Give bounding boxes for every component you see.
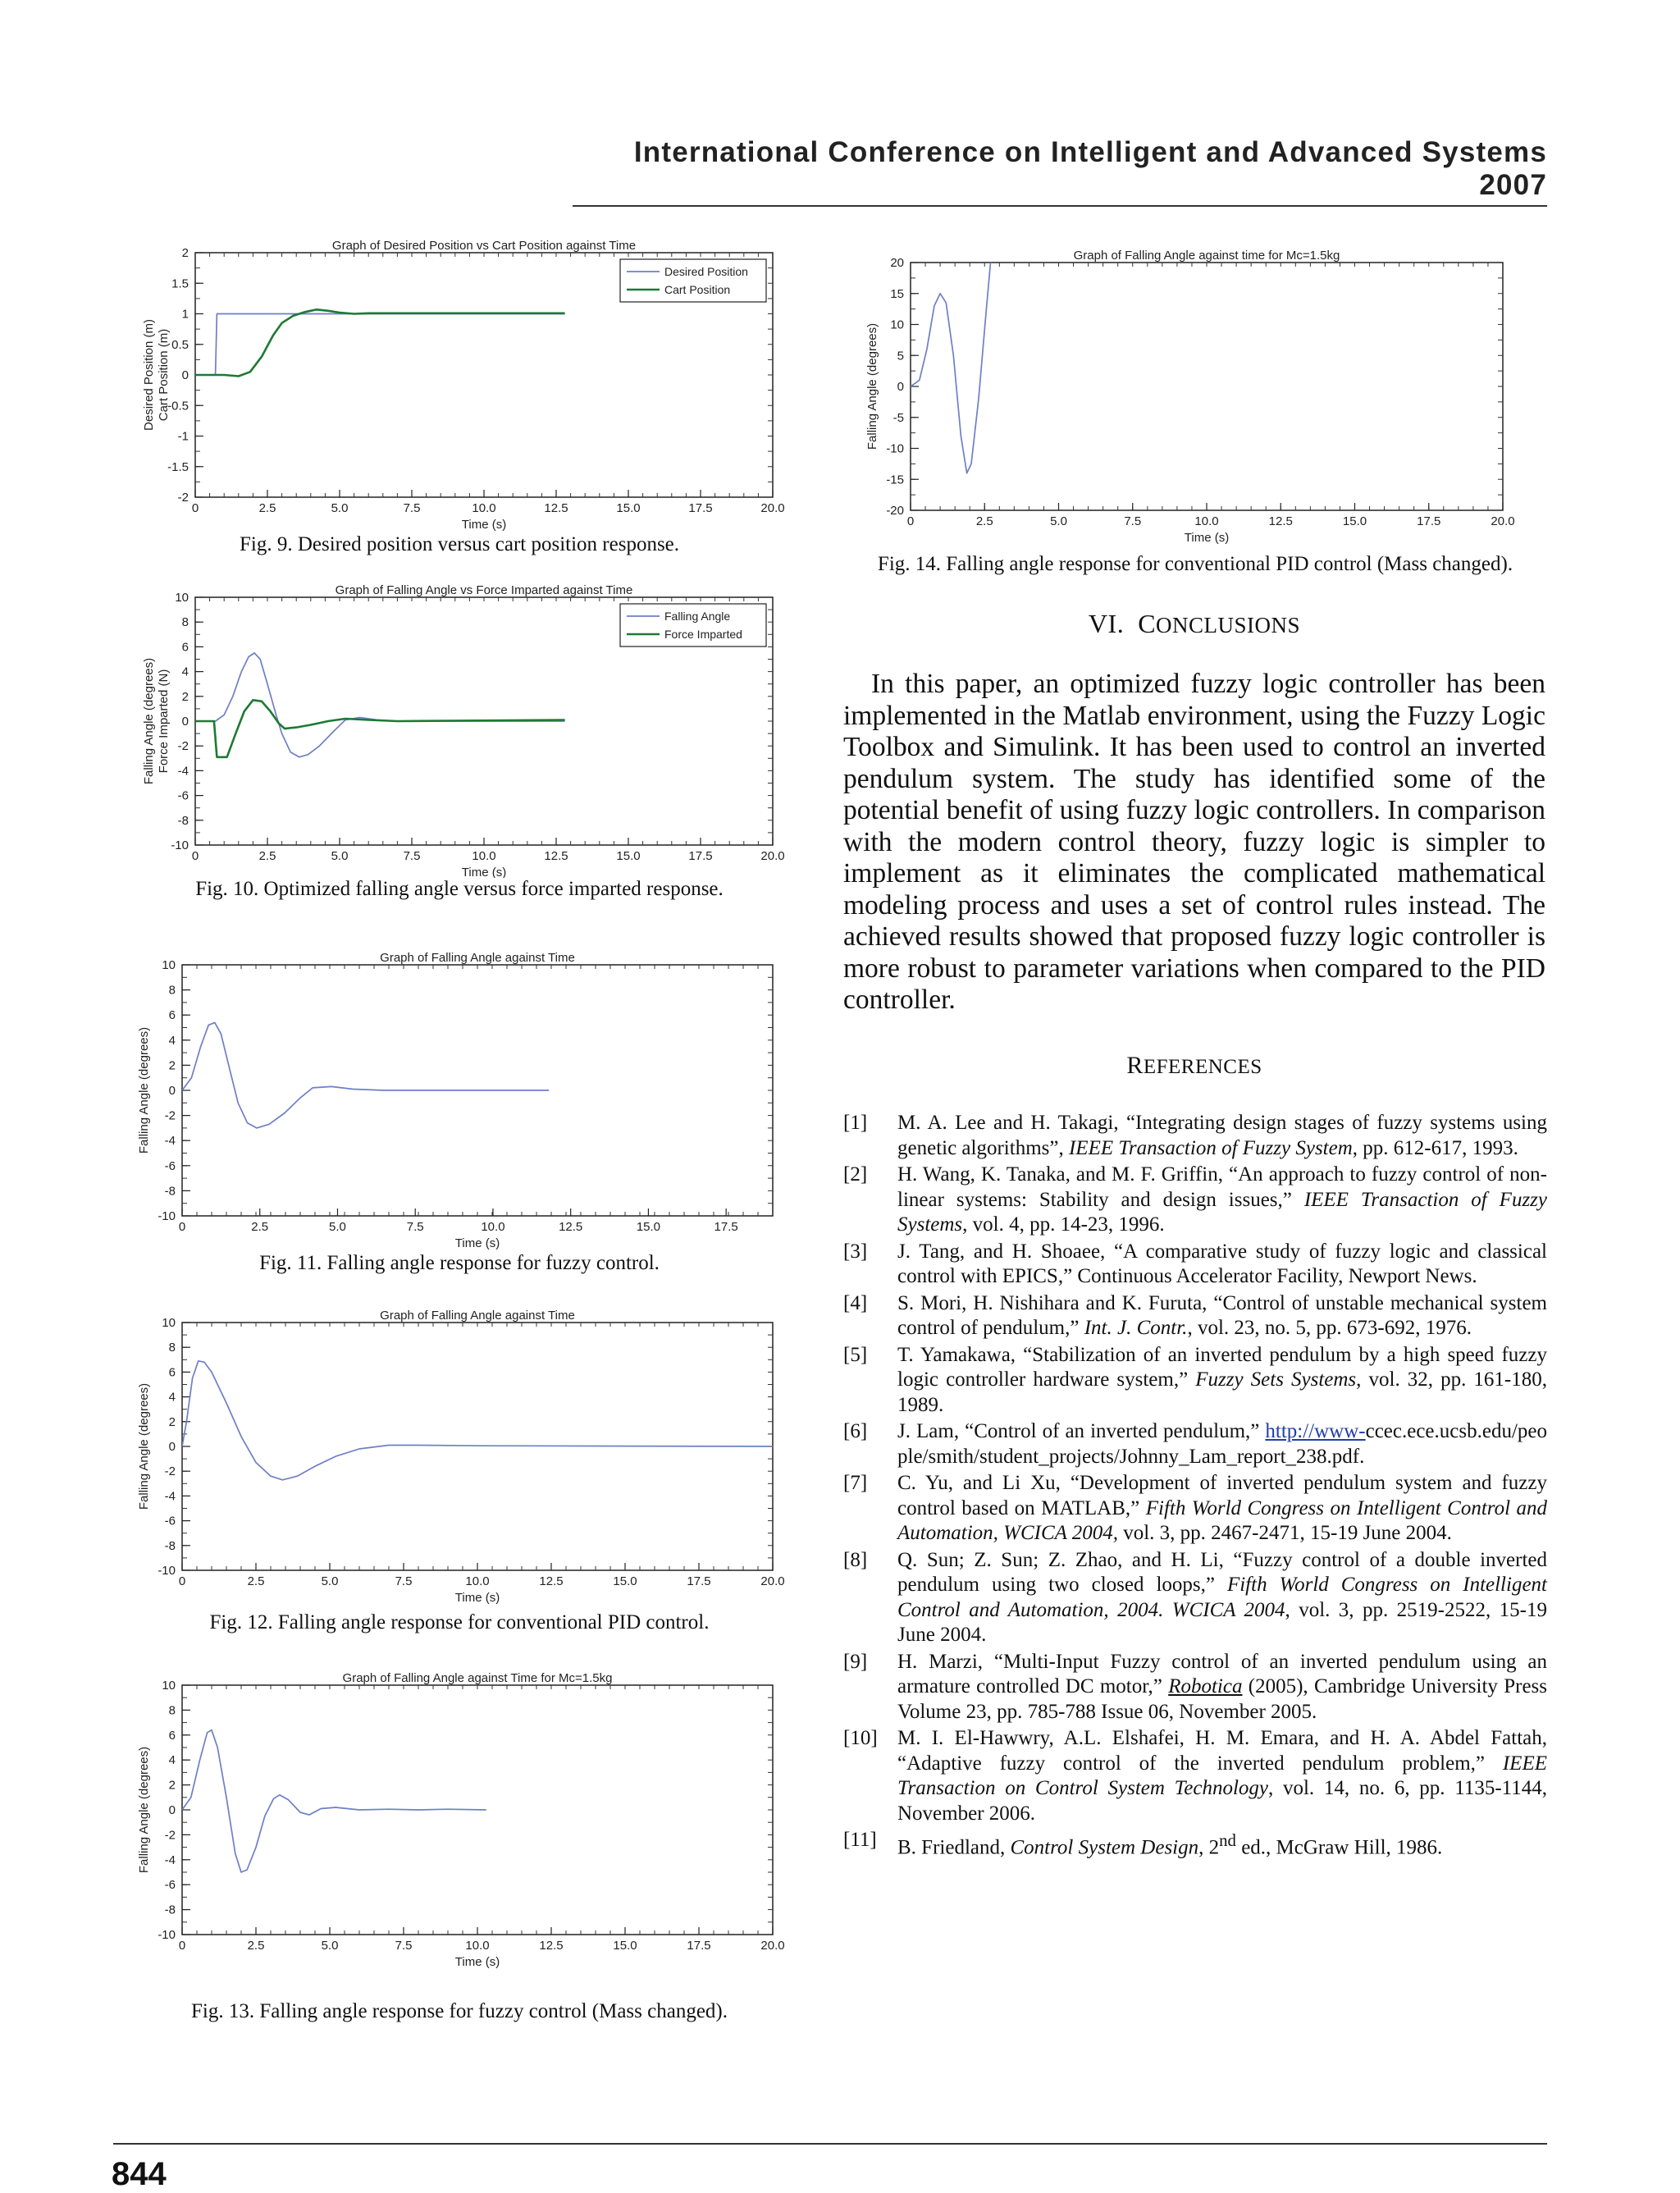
- reference-list: [843, 1111, 1547, 1862]
- reference-authors-title: H. Wang, K. Tanaka, and M. F. Griffin, “An approach to fuzzy control of non-linear systems: Stability and design issues,”: [897, 1163, 1547, 1211]
- x-tick-label: 15.0: [616, 501, 641, 515]
- x-tick-label: 15.0: [616, 849, 641, 863]
- reference-url-link[interactable]: http://www-: [1265, 1420, 1366, 1442]
- x-tick-label: 12.5: [544, 501, 568, 515]
- x-tick-label: 10.0: [472, 849, 496, 863]
- reference-item: [843, 1650, 1547, 1725]
- y-axis-label: Falling Angle (degrees): [137, 1382, 151, 1510]
- reference-number: [6]: [843, 1420, 868, 1442]
- y-tick-label: -10: [171, 838, 189, 852]
- x-tick-label: 2.5: [251, 1220, 269, 1234]
- reference-authors-title: Q. Sun; Z. Sun; Z. Zhao, and H. Li, “Fuzzy control of a double inverted pendulum using two closed loops,”: [897, 1548, 1547, 1596]
- x-tick-label: 5.0: [329, 1220, 346, 1234]
- y-tick-label: -2: [177, 491, 189, 505]
- y-axis-label: Falling Angle (degrees): [142, 657, 156, 785]
- conference-header: International Conference on Intelligent and Advanced Systems 2007: [573, 136, 1547, 207]
- x-tick-label: 20.0: [1491, 514, 1515, 528]
- y-tick-label: -1.5: [167, 459, 189, 474]
- y-tick-label: -2: [164, 1464, 176, 1479]
- reference-details: vol. 3, pp. 2467-2471, 15-19 June 2004.: [1117, 1522, 1452, 1544]
- y-tick-label: 10: [162, 958, 176, 972]
- reference-venue: IEEE Transaction of Fuzzy Systems: [897, 1188, 1547, 1236]
- reference-text: [897, 1163, 1547, 1238]
- reference-number: [7]: [843, 1472, 868, 1494]
- reference-item: [843, 1240, 1547, 1290]
- reference-details: , 2: [1198, 1836, 1220, 1859]
- reference-item: [843, 1726, 1547, 1826]
- x-axis-label: Time (s): [1184, 531, 1230, 545]
- y-tick-label: 5: [897, 349, 904, 363]
- y-tick-label: 8: [168, 983, 176, 998]
- x-axis-label: Time (s): [454, 1955, 500, 1969]
- conclusions-paragraph: In this paper, an optimized fuzzy logic controller has been implemented in the Matlab environment, using the Fuzzy Logic Toolbox and Simulink. It has been used to control an inverted pendulum system. The study has identified some of the potential benefit of using fuzzy logic controllers. In comparison with the modern control theory, fuzzy logic is simpler to implement as it eliminates the complicated mathematical modeling process and uses a set of control rules instead. The achieved results showed that proposed fuzzy logic controller is more robust to parameter variations when compared to the PID controller.: [843, 669, 1545, 1015]
- x-axis-label: Time (s): [461, 518, 507, 532]
- x-tick-label: 7.5: [395, 1939, 413, 1953]
- reference-text: [897, 1828, 1547, 1861]
- y-tick-label: 8: [181, 615, 189, 630]
- y-tick-label: 0.5: [171, 337, 189, 352]
- x-tick-label: 15.0: [636, 1220, 661, 1234]
- fig13-chart: [131, 1669, 788, 1982]
- y-tick-label: -8: [164, 1903, 176, 1917]
- reference-authors-title: H. Marzi, “Multi-Input Fuzzy control of an inverted pendulum using an armature controlled DC motor,”: [897, 1650, 1547, 1697]
- y-axis-label: Falling Angle (degrees): [865, 322, 879, 450]
- x-tick-label: 2.5: [975, 514, 993, 528]
- chart-title: Graph of Falling Angle against Time: [380, 951, 575, 965]
- y-tick-label: 20: [890, 256, 904, 270]
- reference-venue: Fuzzy Sets Systems: [1195, 1368, 1357, 1391]
- y-tick-label: -6: [164, 1514, 176, 1528]
- y-tick-label: 0: [168, 1803, 176, 1817]
- x-tick-label: 10.0: [472, 501, 496, 515]
- x-tick-label: 12.5: [1268, 514, 1293, 528]
- y-tick-label: -6: [177, 788, 189, 803]
- x-axis-label: Time (s): [461, 866, 507, 878]
- y-tick-label: 10: [890, 318, 904, 332]
- x-tick-label: 0: [191, 849, 199, 863]
- plot-frame: [911, 263, 1503, 510]
- reference-text: [897, 1240, 1547, 1290]
- y-tick-label: -8: [164, 1538, 176, 1553]
- x-tick-label: 7.5: [403, 849, 421, 863]
- x-axis-label: Time (s): [454, 1591, 500, 1605]
- conclusions-title-first: C: [1138, 609, 1157, 638]
- x-tick-label: 12.5: [544, 849, 568, 863]
- y-tick-label: -10: [158, 1209, 176, 1223]
- y-tick-label: 15: [890, 286, 904, 301]
- fig11-chart: [131, 950, 788, 1254]
- y-tick-label: 2: [168, 1058, 176, 1073]
- y-tick-label: -20: [886, 504, 904, 518]
- x-tick-label: 12.5: [539, 1939, 564, 1953]
- y-tick-label: -4: [164, 1853, 176, 1867]
- chart-title: Graph of Falling Angle vs Force Imparted against Time: [335, 583, 633, 597]
- x-tick-label: 20.0: [760, 1574, 785, 1588]
- reference-number: [9]: [843, 1650, 868, 1673]
- reference-text: [897, 1726, 1547, 1826]
- reference-details: , vol. 4, pp. 14-23, 1996.: [962, 1213, 1165, 1236]
- fig13-caption: Fig. 13. Falling angle response for fuzzy control (Mass changed).: [190, 2000, 728, 2022]
- reference-authors-title: M. A. Lee and H. Takagi, “Integrating design stages of fuzzy systems using genetic algorithms”,: [897, 1112, 1547, 1159]
- y-tick-label: 8: [168, 1703, 176, 1718]
- x-tick-label: 7.5: [403, 501, 421, 515]
- reference-details: , vol. 23, no. 5, pp. 673-692, 1976.: [1187, 1317, 1472, 1339]
- y-tick-label: -4: [164, 1489, 176, 1504]
- footer-rule: [113, 2143, 1547, 2145]
- reference-number: [10]: [843, 1727, 878, 1749]
- page-number: 844: [112, 2156, 167, 2192]
- y-tick-label: -10: [158, 1564, 176, 1578]
- x-tick-label: 20.0: [760, 1939, 785, 1953]
- x-tick-label: 17.5: [1417, 514, 1441, 528]
- y-tick-label: 2: [181, 246, 189, 260]
- references-heading-rest: EFERENCES: [1143, 1056, 1262, 1078]
- reference-item: [843, 1471, 1547, 1547]
- fig14-caption: Fig. 14. Falling angle response for conventional PID control (Mass changed).: [877, 553, 1513, 575]
- conclusions-numeral: VI.: [1088, 609, 1125, 638]
- reference-number: [3]: [843, 1240, 868, 1263]
- x-tick-label: 20.0: [760, 849, 785, 863]
- x-tick-label: 0: [178, 1574, 186, 1588]
- x-tick-label: 17.5: [688, 849, 713, 863]
- y-tick-label: -4: [177, 764, 189, 779]
- reference-number: [5]: [843, 1343, 868, 1366]
- x-tick-label: 5.0: [331, 501, 349, 515]
- x-tick-label: 7.5: [406, 1220, 424, 1234]
- reference-text: [897, 1548, 1547, 1648]
- references-heading-first: R: [1126, 1052, 1144, 1079]
- y-axis-label: Cart Position (m): [157, 328, 171, 422]
- reference-number: [11]: [843, 1829, 877, 1851]
- x-tick-label: 12.5: [559, 1220, 583, 1234]
- fig10-chart: [131, 581, 788, 878]
- chart-title: Graph of Desired Position vs Cart Position against Time: [331, 239, 637, 253]
- x-tick-label: 0: [178, 1939, 186, 1953]
- y-tick-label: -15: [886, 473, 904, 487]
- x-axis-label: Time (s): [454, 1236, 500, 1250]
- x-tick-label: 5.0: [321, 1574, 339, 1588]
- x-tick-label: 0: [191, 501, 199, 515]
- y-tick-label: 6: [168, 1365, 176, 1380]
- y-tick-label: 1: [181, 307, 189, 322]
- reference-venue: Int. J. Contr.: [1084, 1317, 1188, 1339]
- reference-number: [2]: [843, 1163, 868, 1186]
- y-tick-label: 2: [168, 1778, 176, 1793]
- x-tick-label: 17.5: [687, 1939, 711, 1953]
- y-tick-label: -10: [158, 1928, 176, 1942]
- reference-venue: IEEE Transaction of Fuzzy System: [1068, 1136, 1353, 1159]
- x-tick-label: 5.0: [331, 849, 349, 863]
- x-tick-label: 5.0: [1050, 514, 1067, 528]
- reference-number: [4]: [843, 1291, 868, 1314]
- y-tick-label: 0: [168, 1084, 176, 1098]
- y-tick-label: -2: [164, 1108, 176, 1123]
- y-tick-label: -1: [177, 429, 189, 444]
- x-tick-label: 20.0: [760, 501, 785, 515]
- x-tick-label: 5.0: [321, 1939, 339, 1953]
- x-tick-label: 10.0: [1194, 514, 1219, 528]
- x-tick-label: 12.5: [539, 1574, 564, 1588]
- y-tick-label: 0: [168, 1440, 176, 1454]
- y-tick-label: -6: [164, 1158, 176, 1173]
- y-axis-label: Desired Position (m): [142, 319, 156, 431]
- y-tick-label: -5: [892, 410, 904, 425]
- reference-details: , pp. 612-617, 1993.: [1352, 1136, 1518, 1159]
- reference-details: , vol. 32, pp. 161-180, 1989.: [897, 1368, 1547, 1416]
- reference-venue: Fifth World Congress on Intelligent Control and Automation, WCICA 2004,: [897, 1496, 1547, 1544]
- reference-item: [843, 1291, 1547, 1341]
- references-heading: [843, 1052, 1545, 1080]
- reference-details: , vol. 14, no. 6, pp. 1135-1144, November 2006.: [897, 1777, 1547, 1825]
- conclusions-title-rest: ONCLUSIONS: [1156, 613, 1301, 637]
- reference-item: [843, 1828, 1547, 1861]
- y-tick-label: 8: [168, 1341, 176, 1355]
- chart-title: Graph of Falling Angle against Time for Mc=1.5kg: [342, 1671, 613, 1685]
- x-tick-label: 2.5: [247, 1939, 265, 1953]
- reference-details: (2005), Cambridge University Press Volume 23, pp. 785-788 Issue 06, November 2005.: [897, 1675, 1547, 1723]
- reference-text: [897, 1291, 1547, 1341]
- y-tick-label: -6: [164, 1878, 176, 1893]
- y-tick-label: -0.5: [167, 399, 189, 413]
- reference-text: [897, 1471, 1547, 1547]
- x-tick-label: 17.5: [687, 1574, 711, 1588]
- x-tick-label: 10.0: [481, 1220, 505, 1234]
- reference-superscript: nd: [1219, 1830, 1236, 1850]
- fig11-caption: Fig. 11. Falling angle response for fuzzy control.: [259, 1252, 660, 1274]
- reference-details: , vol. 3, pp. 2519-2522, 15-19 June 2004.: [897, 1598, 1547, 1646]
- reference-text: [897, 1650, 1547, 1725]
- x-tick-label: 0: [906, 514, 915, 528]
- x-tick-label: 2.5: [258, 849, 276, 863]
- y-tick-label: 1.5: [171, 276, 189, 291]
- reference-text: [897, 1111, 1547, 1161]
- x-tick-label: 10.0: [465, 1939, 490, 1953]
- reference-details-end: ed., McGraw Hill, 1986.: [1235, 1836, 1443, 1859]
- legend-label: Cart Position: [664, 283, 731, 296]
- y-tick-label: 2: [168, 1414, 176, 1429]
- reference-authors-title: M. I. El-Hawwry, A.L. Elshafei, H. M. Emara, and H. A. Abdel Fattah, “Adaptive fuzzy control of the inverted pendulum problem,”: [897, 1727, 1547, 1775]
- y-tick-label: 6: [181, 640, 189, 655]
- y-tick-label: 0: [181, 715, 189, 729]
- fig9-chart: [131, 238, 788, 538]
- reference-text: [897, 1343, 1547, 1419]
- reference-venue: Fifth World Congress on Intelligent Control and Automation, 2004. WCICA 2004: [897, 1574, 1547, 1621]
- x-tick-label: 10.0: [465, 1574, 490, 1588]
- reference-authors-title: S. Mori, H. Nishihara and K. Furuta, “Control of unstable mechanical system control of pendulum,”: [897, 1291, 1547, 1339]
- x-tick-label: 0: [178, 1220, 186, 1234]
- y-tick-label: -10: [886, 441, 904, 456]
- y-tick-label: 4: [168, 1033, 176, 1048]
- y-tick-label: -2: [164, 1828, 176, 1843]
- y-tick-label: 10: [162, 1316, 176, 1330]
- reference-authors-title: J. Lam, “Control of an inverted pendulum,”: [897, 1420, 1266, 1442]
- reference-authors-title: J. Tang, and H. Shoaee, “A comparative study of fuzzy logic and classical control with EPICS,” Continuous Accelerator Facility, Newport News.: [897, 1240, 1547, 1287]
- reference-venue: Robotica: [1168, 1675, 1243, 1697]
- reference-venue: Control System Design: [1010, 1836, 1199, 1859]
- reference-authors-title: T. Yamakawa, “Stabilization of an inverted pendulum by a high speed fuzzy logic controller hardware system,”: [897, 1343, 1547, 1391]
- y-axis-label: Falling Angle (degrees): [137, 1746, 151, 1874]
- fig12-caption: Fig. 12. Falling angle response for conventional PID control.: [209, 1611, 710, 1633]
- reference-venue: IEEE Transaction on Control System Technology: [897, 1752, 1547, 1799]
- fig9-caption: Fig. 9. Desired position versus cart position response.: [239, 533, 680, 555]
- legend-label: Force Imparted: [664, 628, 742, 641]
- reference-authors-title: B. Friedland,: [897, 1836, 1011, 1859]
- reference-number: [1]: [843, 1112, 868, 1134]
- x-tick-label: 7.5: [1124, 514, 1142, 528]
- x-tick-label: 2.5: [247, 1574, 265, 1588]
- reference-text: [897, 1419, 1547, 1469]
- y-tick-label: 0: [181, 368, 189, 382]
- y-tick-label: 2: [181, 689, 189, 704]
- y-tick-label: 10: [175, 591, 189, 605]
- y-tick-label: 4: [168, 1753, 176, 1768]
- y-tick-label: -4: [164, 1134, 176, 1149]
- reference-item: [843, 1111, 1547, 1161]
- x-tick-label: 15.0: [613, 1939, 637, 1953]
- y-tick-label: -2: [177, 739, 189, 754]
- reference-item: [843, 1163, 1547, 1238]
- reference-details: ccec.ece.ucsb.edu/people/smith/student_projects/Johnny_Lam_report_238.pdf.: [897, 1420, 1547, 1468]
- fig12-chart: [131, 1306, 788, 1606]
- reference-item: [843, 1343, 1547, 1419]
- fig10-caption: Fig. 10. Optimized falling angle versus force imparted response.: [195, 878, 724, 900]
- conclusions-heading: [843, 609, 1545, 639]
- y-tick-label: 4: [168, 1390, 176, 1405]
- chart-title: Graph of Falling Angle against Time: [380, 1309, 575, 1323]
- reference-authors-title: C. Yu, and Li Xu, “Development of inverted pendulum system and fuzzy control based on MATLAB,”: [897, 1472, 1547, 1519]
- y-tick-label: -8: [177, 813, 189, 828]
- y-tick-label: 10: [162, 1679, 176, 1693]
- fig14-chart: [856, 240, 1529, 548]
- x-tick-label: 15.0: [1342, 514, 1367, 528]
- reference-number: [8]: [843, 1548, 868, 1571]
- x-tick-label: 17.5: [714, 1220, 738, 1234]
- legend-label: Desired Position: [664, 265, 748, 278]
- y-axis-label: Falling Angle (degrees): [137, 1026, 151, 1154]
- y-tick-label: 4: [181, 665, 189, 679]
- chart-title: Graph of Falling Angle against time for Mc=1.5kg: [1073, 249, 1340, 263]
- reference-item: [843, 1419, 1547, 1469]
- y-tick-label: 6: [168, 1008, 176, 1023]
- x-tick-label: 17.5: [688, 501, 713, 515]
- legend-label: Falling Angle: [664, 610, 731, 623]
- y-tick-label: 0: [897, 380, 904, 394]
- y-tick-label: 6: [168, 1728, 176, 1743]
- y-axis-label: Force Imparted (N): [157, 669, 171, 774]
- reference-item: [843, 1548, 1547, 1648]
- x-tick-label: 15.0: [613, 1574, 637, 1588]
- y-tick-label: -8: [164, 1184, 176, 1199]
- x-tick-label: 2.5: [258, 501, 276, 515]
- x-tick-label: 7.5: [395, 1574, 413, 1588]
